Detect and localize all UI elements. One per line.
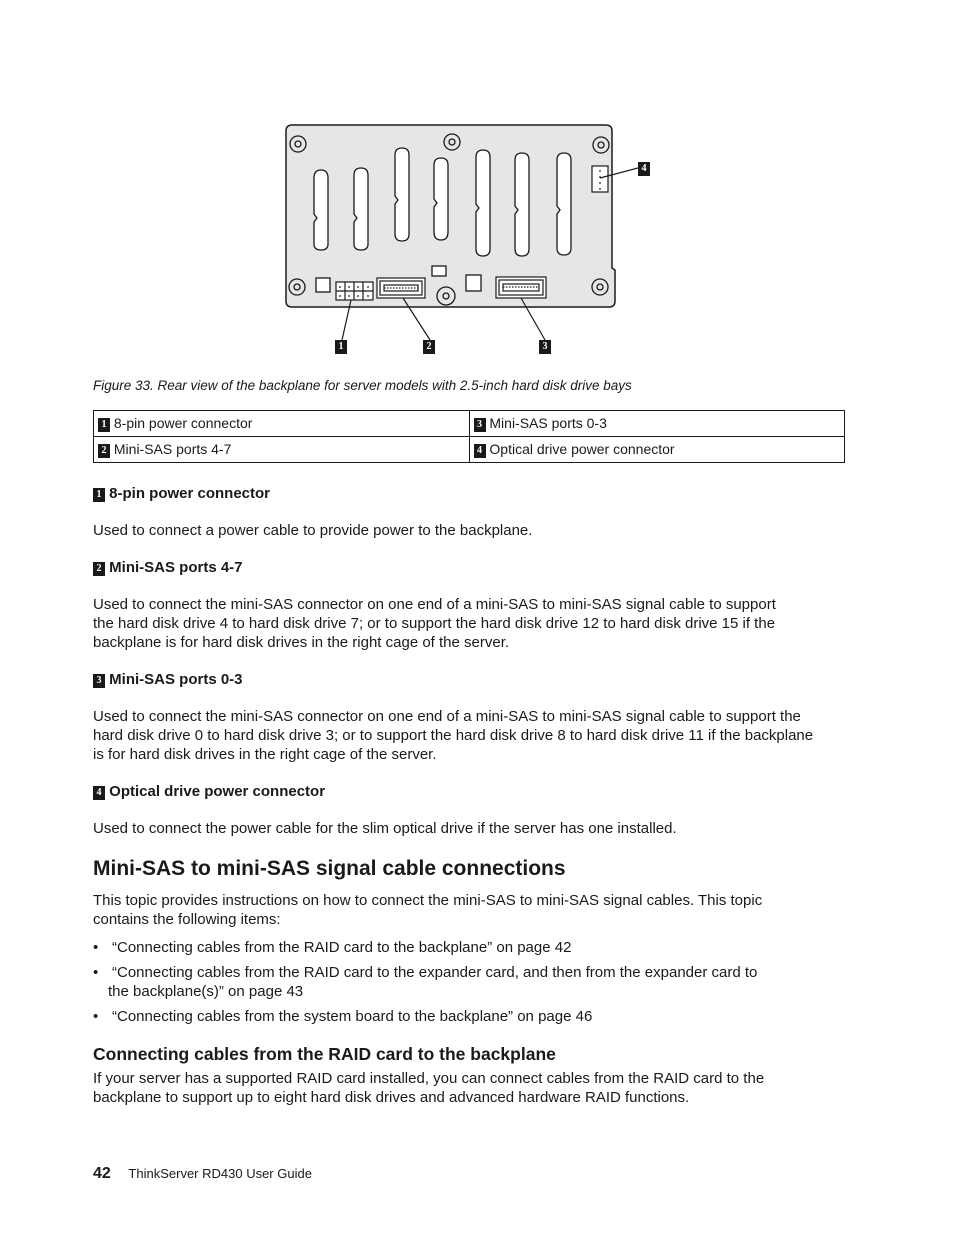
section-body-mini-sas-0-3 (93, 707, 853, 764)
page-footer (93, 1165, 312, 1183)
bullet-glyph: • (93, 964, 99, 981)
legend-label: Mini-SAS ports 0-3 (489, 415, 607, 431)
topic-intro (93, 891, 853, 929)
heading-number: 4 (93, 786, 105, 800)
heading-text: 8-pin power connector (109, 485, 271, 502)
topic-title: Mini-SAS to mini-SAS signal cable connections (93, 857, 566, 880)
8-pin-power-connector (336, 282, 373, 300)
heading-number: 3 (93, 674, 105, 688)
figure-caption: Figure 33. Rear view of the backplane for server models with 2.5-inch hard disk drive bays (93, 378, 632, 393)
list-item (93, 963, 853, 1001)
legend-number: 1 (98, 418, 110, 432)
body-line: hard disk drive 0 to hard disk drive 3; or to support the hard disk drive 8 to hard disk drive 11 if the backplane (93, 727, 814, 744)
callout-1: 1 (335, 340, 347, 354)
page-number: 42 (93, 1165, 111, 1182)
legend-cell (469, 437, 845, 463)
mini-sas-connector-0-3 (496, 277, 546, 298)
body-line: Used to connect the mini-SAS connector on one end of a mini-SAS to mini-SAS signal cable to support the (93, 708, 801, 725)
book-title: ThinkServer RD430 User Guide (128, 1166, 312, 1181)
body-line: Used to connect the mini-SAS connector on one end of a mini-SAS to mini-SAS signal cable to support (93, 596, 776, 613)
list-item (93, 938, 853, 957)
body-line: This topic provides instructions on how to connect the mini-SAS to mini-SAS signal cables. This topic (93, 892, 763, 909)
legend-cell (94, 437, 470, 463)
body-line: is for hard disk drives in the right cage of the server. (93, 746, 437, 763)
legend-number: 3 (474, 418, 486, 432)
link-line: the backplane(s)” on page 43 (108, 983, 304, 1000)
heading-text: Mini-SAS ports 4-7 (109, 559, 243, 576)
section-body-optical-drive: Used to connect the power cable for the slim optical drive if the server has one installed. (93, 820, 677, 837)
legend-label: Optical drive power connector (489, 441, 675, 457)
topic-link[interactable]: “Connecting cables from the RAID card to the backplane” on page 42 (112, 939, 572, 956)
heading-number: 2 (93, 562, 105, 576)
section-heading-mini-sas-4-7 (93, 559, 243, 576)
bullet-glyph: • (93, 1008, 99, 1025)
bullet-glyph: • (93, 939, 99, 956)
section-body-mini-sas-4-7 (93, 595, 853, 652)
legend-label: 8-pin power connector (113, 415, 253, 431)
table-row (94, 437, 845, 463)
section-heading-8-pin (93, 485, 270, 502)
section-heading-mini-sas-0-3 (93, 671, 243, 688)
callout-3: 3 (539, 340, 551, 354)
subtopic-title: Connecting cables from the RAID card to the backplane (93, 1044, 556, 1064)
body-line: backplane to support up to eight hard disk drives and advanced hardware RAID functions. (93, 1089, 690, 1106)
body-line: backplane is for hard disk drives in the right cage of the server. (93, 634, 510, 651)
heading-text: Optical drive power connector (109, 783, 326, 800)
section-body-8-pin: Used to connect a power cable to provide power to the backplane. (93, 522, 533, 539)
body-line: the hard disk drive 4 to hard disk drive 7; or to support the hard disk drive 12 to hard disk drive 15 if the (93, 615, 776, 632)
list-item (93, 1007, 853, 1026)
section-heading-optical-drive (93, 783, 325, 800)
link-line: “Connecting cables from the RAID card to the expander card, and then from the expander card to (112, 964, 758, 981)
subtopic-body (93, 1069, 853, 1107)
heading-text: Mini-SAS ports 0-3 (109, 671, 243, 688)
heading-number: 1 (93, 488, 105, 502)
topic-link[interactable]: “Connecting cables from the system board to the backplane” on page 46 (112, 1008, 593, 1025)
backplane-figure (270, 115, 670, 365)
callout-4: 4 (638, 162, 650, 176)
legend-cell (469, 411, 845, 437)
legend-number: 2 (98, 444, 110, 458)
body-line: contains the following items: (93, 911, 281, 928)
table-row (94, 411, 845, 437)
legend-number: 4 (474, 444, 486, 458)
optical-drive-power-connector (592, 166, 608, 192)
legend-cell (94, 411, 470, 437)
legend-label: Mini-SAS ports 4-7 (113, 441, 232, 457)
callout-2: 2 (423, 340, 435, 354)
callout-legend-table (93, 410, 845, 463)
body-line: If your server has a supported RAID card installed, you can connect cables from the RAID card to the (93, 1070, 765, 1087)
mini-sas-connector-4-7 (377, 278, 425, 298)
topic-link[interactable] (108, 963, 832, 1001)
